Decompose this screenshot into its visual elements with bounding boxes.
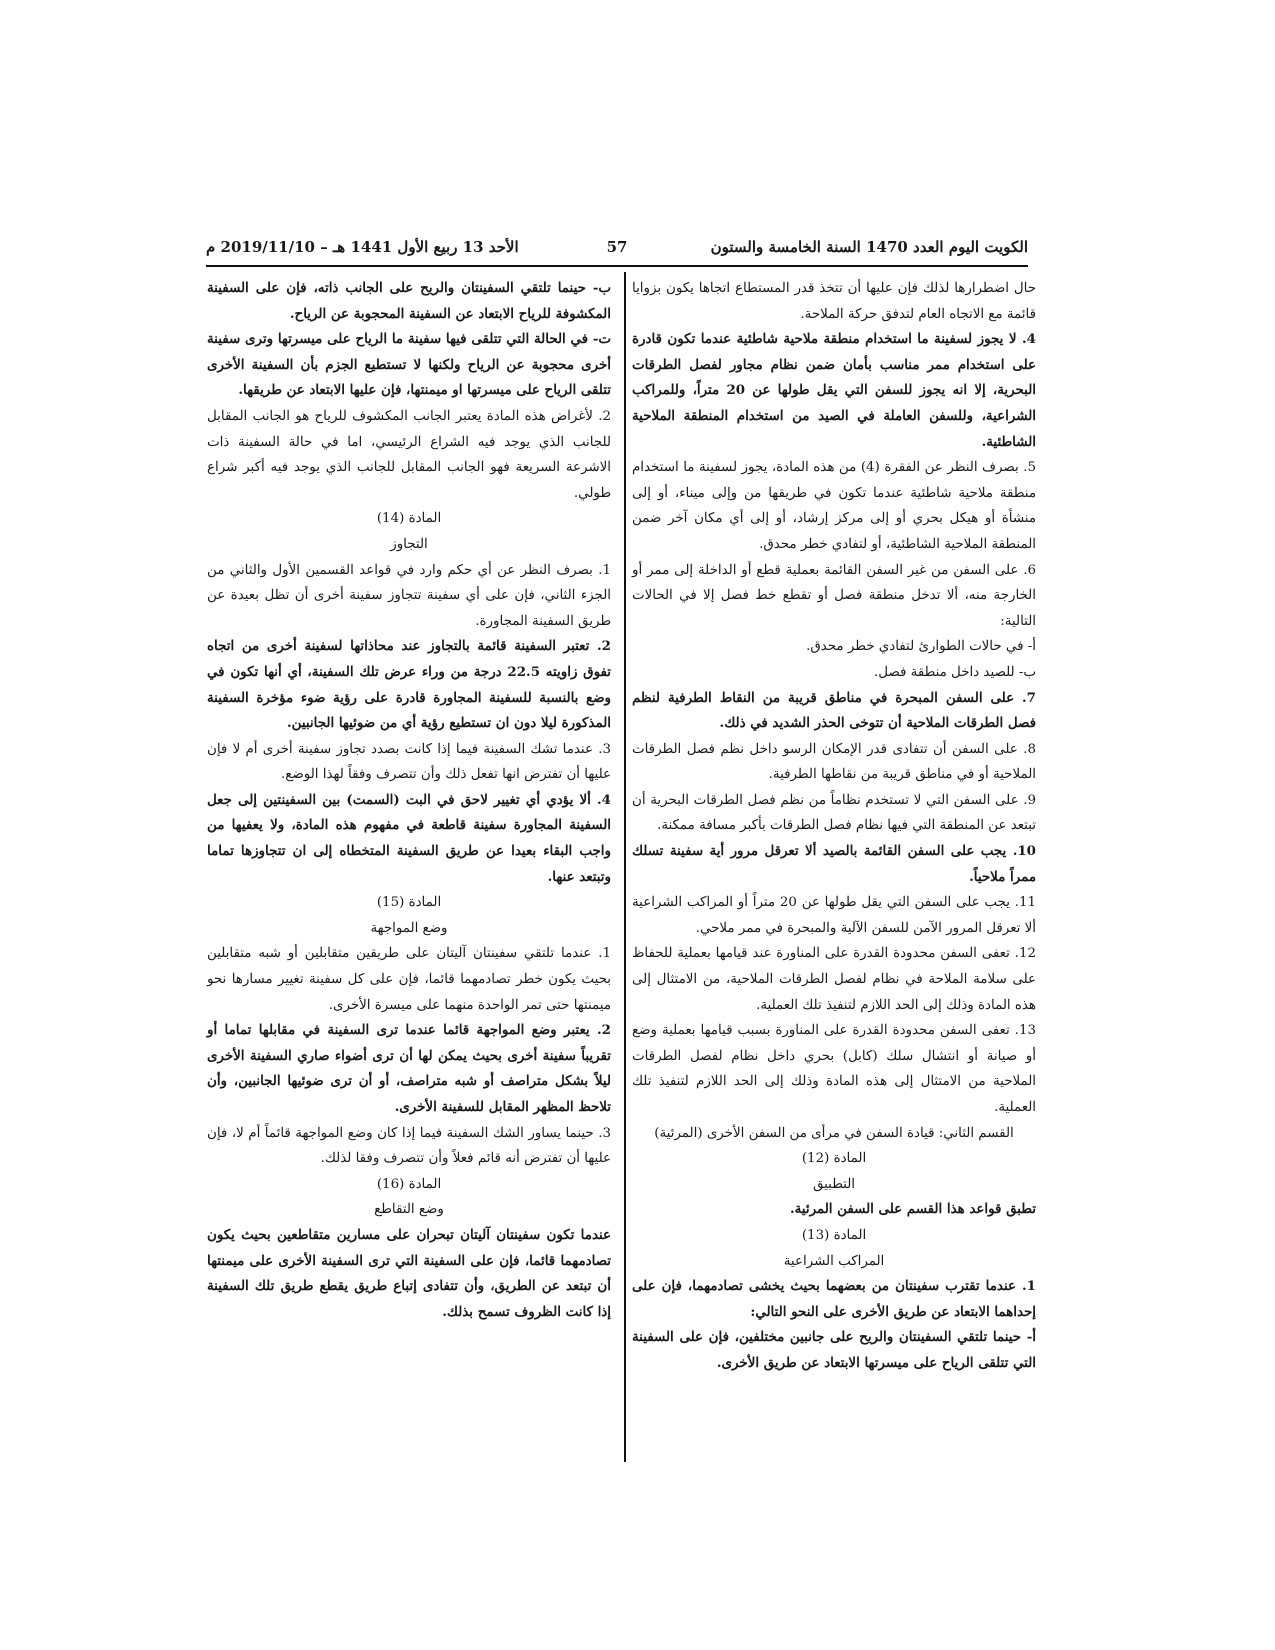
article-subheading: وضع المواجهة bbox=[370, 920, 448, 936]
article-subheading: التجاوز bbox=[390, 536, 428, 552]
paragraph: أ- حينما تلتقي السفينتان والريح على جانبين مختلفين، فإن على السفينة التي تتلقى الرياح على ميسرتها الابتعاد عن طريق الأخرى. bbox=[632, 1329, 1036, 1371]
section-heading: القسم الثاني: قيادة السفن في مرأى من السفن الأخرى (المرئية) bbox=[654, 1125, 1014, 1141]
left-column bbox=[207, 276, 611, 1325]
paragraph: حال اضطرارها لذلك فإن عليها أن تتخذ قدر المستطاع اتجاها يكون بزوايا قائمة مع الاتجاه العام لتدفق حركة الملاحة. bbox=[632, 281, 1036, 322]
paragraph: تطبق قواعد هذا القسم على السفن المرئية. bbox=[789, 1201, 1036, 1218]
page-number: 57 bbox=[606, 238, 628, 256]
page-header bbox=[206, 238, 1028, 264]
paragraph: 3. عندما تشك السفينة فيما إذا كانت بصدد تجاوز سفينة أخرى أم لا فإن عليها أن تفترض انها تفعل ذلك وأن تتصرف وفقاً لهذا الوضع. bbox=[207, 741, 611, 783]
paragraph: ب- حينما تلتقي السفينتان والريح على الجانب ذاته، فإن على السفينة المكشوفة للرياح الابتعاد عن السفينة المحجوبة عن الرياح. bbox=[207, 280, 611, 322]
paragraph: 5. بصرف النظر عن الفقرة (4) من هذه المادة، يجوز لسفينة ما استخدام منطقة ملاحية شاطئية عندما تكون في طريقها من وإلى ميناء، أو إلى منشأة أو هيكل بحري أو إلى مركز إرشاد، أو إلى أي مكان آخر ضمن المنطقة الملاحية الشاطئية، أو لتفادي خطر محدق. bbox=[632, 460, 1036, 552]
article-subheading: التطبيق bbox=[812, 1176, 856, 1192]
paragraph: 7. على السفن المبحرة في مناطق قريبة من النقاط الطرفية لنظم فصل الطرقات الملاحية أن تتوخى الحذر الشديد في ذلك. bbox=[632, 689, 1036, 732]
article-heading: المادة (14) bbox=[376, 511, 442, 527]
article-subheading: وضع التقاطع bbox=[374, 1202, 444, 1218]
column-divider bbox=[624, 272, 626, 1462]
article-heading: المادة (15) bbox=[376, 895, 442, 911]
paragraph: 6. على السفن من غير السفن القائمة بعملية قطع أو الداخلة إلى ممر أو الخارجة منه، ألا تدخل منطقة فصل أو تقطع خط فصل إلا في الحالات التالية: bbox=[632, 562, 1036, 629]
list-item: ب- للصيد داخل منطقة فصل. bbox=[873, 664, 1036, 680]
paragraph: 10. يجب على السفن القائمة بالصيد ألا تعرقل مرور أية سفينة تسلك ممراً ملاحياً. bbox=[632, 843, 1036, 885]
paragraph: 4. ألا يؤدي أي تغيير لاحق في البت (السمت) بين السفينتين إلى جعل السفينة المجاورة سفينة قاطعة في مفهوم هذه المادة، ولا يعفيها من واجب البقاء بعيدا عن طريق السفينة المتخطاه إلى ان تتجاوزها تماما وتبتعد عنها. bbox=[207, 791, 611, 885]
list-item: أ- في حالات الطوارئ لتفادي خطر محدق. bbox=[806, 639, 1036, 655]
right-column bbox=[632, 276, 1036, 1377]
issue-date: الأحد 13 ربيع الأول 1441 هـ – 2019/11/10 م bbox=[206, 238, 519, 256]
paragraph: 2. تعتبر السفينة قائمة بالتجاوز عند محاذاتها لسفينة أخرى من اتجاه تفوق زاويته 22.5 درجة من وراء عرض تلك السفينة، أي أنها تكون في وضع بالنسبة للسفينة المجاورة قادرة على رؤية ضوء مؤخرة السفينة المذكورة ليلا دون ان تستطيع رؤية أي من ضوئيها الجانبين. bbox=[207, 638, 611, 732]
paragraph: 9. على السفن التي لا تستخدم نظاماً من نظم فصل الطرقات البحرية أن تبتعد عن المنطقة التي فيها نظام فصل الطرقات بأكبر مسافة ممكنة. bbox=[632, 792, 1036, 834]
paragraph: 3. حينما يساور الشك السفينة فيما إذا كان وضع المواجهة قائماً أم لا، فإن عليها أن تفترض أنه قائم فعلاً وأن تتصرف وفقا لذلك. bbox=[207, 1125, 611, 1167]
article-heading: المادة (12) bbox=[801, 1151, 867, 1167]
header-rule bbox=[206, 265, 1028, 267]
paragraph: 2. لأغراض هذه المادة يعتبر الجانب المكشوف للرياح هو الجانب المقابل للجانب الذي يوجد فيه الشراع الرئيسي، اما في حالة السفينة ذات الاشرعة السريعة فهو الجانب المقابل للجانب الذي يوجد فيه أكبر شراع طولي. bbox=[207, 408, 611, 501]
paragraph: 1. عندما تقترب سفينتان من بعضهما بحيث يخشى تصادمهما، فإن على إحداهما الابتعاد عن طريق الأخرى على النحو التالي: bbox=[632, 1278, 1036, 1320]
article-heading: المادة (16) bbox=[376, 1176, 442, 1192]
paragraph: 2. يعتبر وضع المواجهة قائما عندما ترى السفينة في مقابلها تماما أو تقريباً سفينة أخرى بحيث يمكن لها أن ترى أضواء صاري السفينة الأخرى ليلاً بشكل متراصف أو شبه متراصف، أو أن ترى ضوئيها الجانبين، وأن تلاحظ المظهر المقابل للسفينة الأخرى. bbox=[207, 1022, 611, 1115]
paragraph: 1. بصرف النظر عن أي حكم وارد في قواعد القسمين الأول والثاني من الجزء الثاني، فإن على أي سفينة تتجاوز سفينة أخرى أن تظل بعيدة عن طريق السفينة المجاورة. bbox=[207, 562, 611, 629]
article-heading: المادة (13) bbox=[801, 1227, 867, 1243]
paragraph: 12. تعفى السفن محدودة القدرة على المناورة عند قيامها بعملية للحفاظ على سلامة الملاحة في نظام لفصل الطرقات الملاحية، من الامتثال إلى هذه المادة وذلك إلى الحد اللازم لتنفيذ تلك العملية. bbox=[632, 946, 1036, 1013]
article-subheading: المراكب الشراعية bbox=[783, 1253, 885, 1269]
paragraph: 11. يجب على السفن التي يقل طولها عن 20 متراً أو المراكب الشراعية ألا تعرقل المرور الآمن للسفن الآلية والمبحرة في ممر ملاحي. bbox=[632, 895, 1037, 936]
paragraph: 8. على السفن أن تتفادى قدر الإمكان الرسو داخل نظم فصل الطرقات الملاحية أو في مناطق قريبة من نقاطها الطرفية. bbox=[632, 741, 1036, 783]
paragraph: 1. عندما تلتقي سفينتان آليتان على طريقين متقابلين أو شبه متقابلين بحيث يكون خطر تصادمهما قائما، فإن على كل سفينة تغيير مسارها نحو ميمنتها حتى تمر الواحدة منهما على ميسرة الأخرى. bbox=[207, 946, 611, 1013]
gazette-issue-info: الكويت اليوم العدد 1470 السنة الخامسة والستون bbox=[710, 238, 1028, 256]
paragraph: 13. تعفى السفن محدودة القدرة على المناورة بسبب قيامها بعملية وضع أو صيانة أو انتشال سلك (كابل) بحري داخل نظام لفصل الطرقات الملاحية من الامتثال إلى هذه المادة وذلك إلى الحد اللازم لتنفيذ تلك العملية. bbox=[632, 1023, 1036, 1115]
paragraph: عندما تكون سفينتان آليتان تبحران على مسارين متقاطعين بحيث يكون تصادمهما قائما، فإن على السفينة التي ترى السفينة الأخرى على ميمنتها أن تبتعد عن الطريق، وأن تتفادى إتباع طريق يقطع طريق تلك السفينة إذا كانت الظروف تسمح بذلك. bbox=[207, 1226, 611, 1320]
paragraph: 4. لا يجوز لسفينة ما استخدام منطقة ملاحية شاطئية عندما تكون قادرة على استخدام ممر مناسب بأمان ضمن نظام مجاور لفصل الطرقات البحرية، إلا انه يجوز للسفن التي يقل طولها عن 20 متراً، وللمراكب الشراعية، وللسفن العاملة في الصيد من استخدام المنطقة الملاحية الشاطئية. bbox=[632, 331, 1036, 450]
paragraph: ت- في الحالة التي تتلقى فيها سفينة ما الرياح على ميسرتها وترى سفينة أخرى محجوبة عن الرياح ولكنها لا تستطيع الجزم بأن السفينة الأخرى تتلقى الرياح على ميسرتها او ميمنتها، فإن عليها الابتعاد عن طريقها. bbox=[207, 331, 611, 399]
